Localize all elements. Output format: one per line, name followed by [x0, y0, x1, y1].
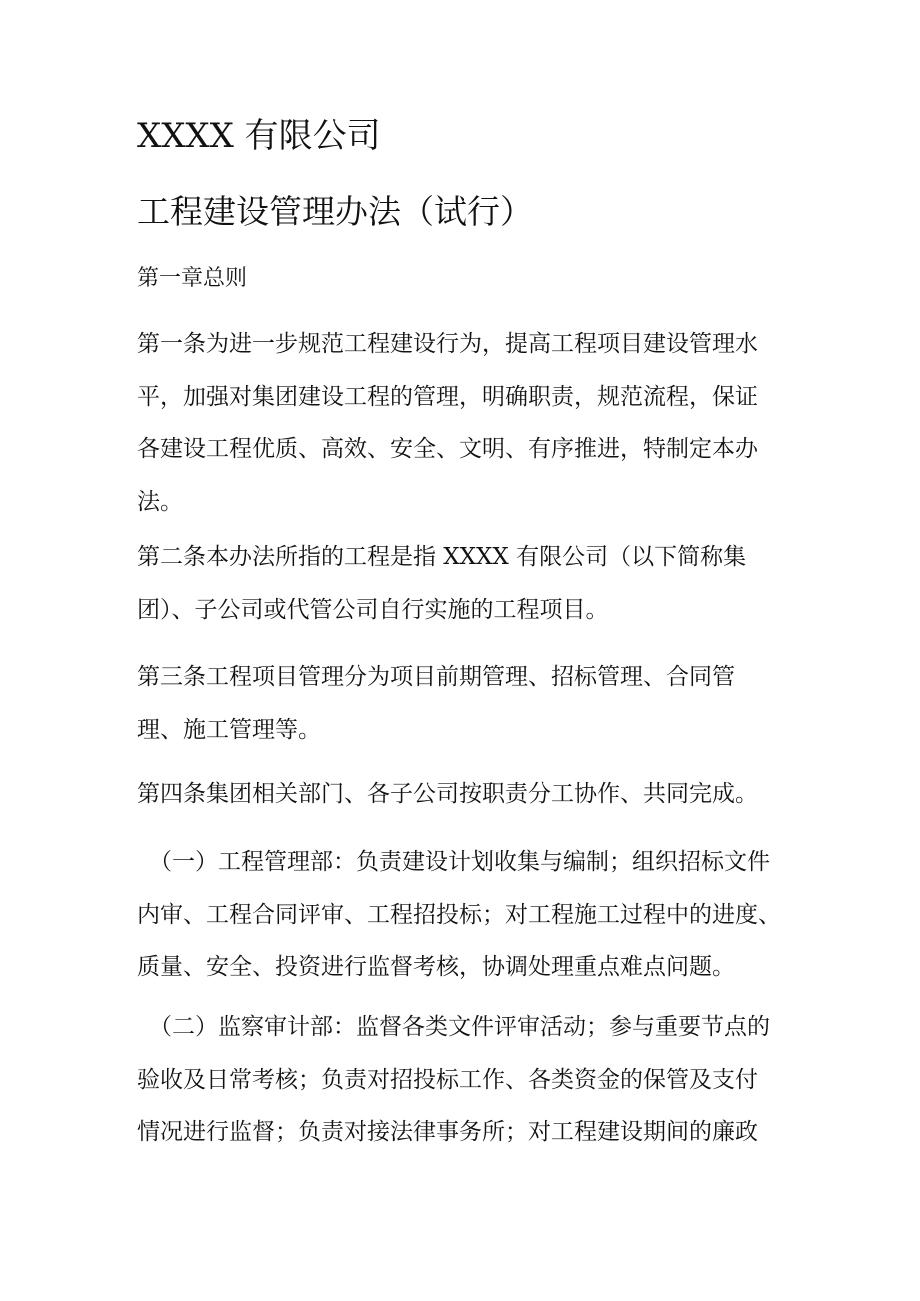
article-4-line: 第四条集团相关部门、各子公司按职责分工协作、共同完成。 — [137, 781, 758, 807]
article-4 — [137, 768, 797, 821]
article-3-line: 理、施工管理等。 — [137, 716, 321, 743]
article-2 — [137, 531, 797, 636]
company-name: XXXX 有限公司 — [137, 116, 381, 156]
chapter-heading: 第一章总则 — [137, 266, 248, 291]
item-2-line: 验收及日常考核；负责对招投标工作、各类资金的保管及支付 — [137, 1066, 758, 1093]
item-2-line: （二）监察审计部：监督各类文件评审活动；参与重要节点的 — [149, 1014, 770, 1040]
article-1-line: 第一条为进一步规范工程建设行为，提高工程项目建设管理水 — [137, 331, 758, 357]
article-1-line: 平，加强对集团建设工程的管理，明确职责，规范流程，保证 — [137, 383, 758, 410]
article-2-line: 第二条本办法所指的工程是指 XXXX 有限公司（以下简称集 — [137, 544, 747, 570]
item-2-line: 情况进行监督；负责对接法律事务所；对工程建设期间的廉政 — [137, 1119, 758, 1145]
article-3 — [137, 651, 797, 756]
item-1-line: 质量、安全、投资进行监督考核，协调处理重点难点问题。 — [137, 954, 735, 980]
article-2-line: 团）、子公司或代管公司自行实施的工程项目。 — [137, 596, 609, 623]
article-4-item-2 — [137, 1001, 797, 1159]
document-title: 工程建设管理办法（试行） — [137, 192, 533, 231]
item-1-line: 内审、工程合同评审、工程招投标；对工程施工过程中的进度、 — [137, 901, 781, 928]
article-3-line: 第三条工程项目管理分为项目前期管理、招标管理、合同管 — [137, 664, 735, 690]
item-1-line: （一）工程管理部：负责建设计划收集与编制；组织招标文件 — [149, 849, 770, 875]
article-1-line: 法。 — [137, 488, 183, 515]
article-1 — [137, 318, 797, 528]
article-1-line: 各建设工程优质、高效、安全、文明、有序推进，特制定本办 — [137, 436, 758, 462]
article-4-item-1 — [137, 836, 797, 994]
